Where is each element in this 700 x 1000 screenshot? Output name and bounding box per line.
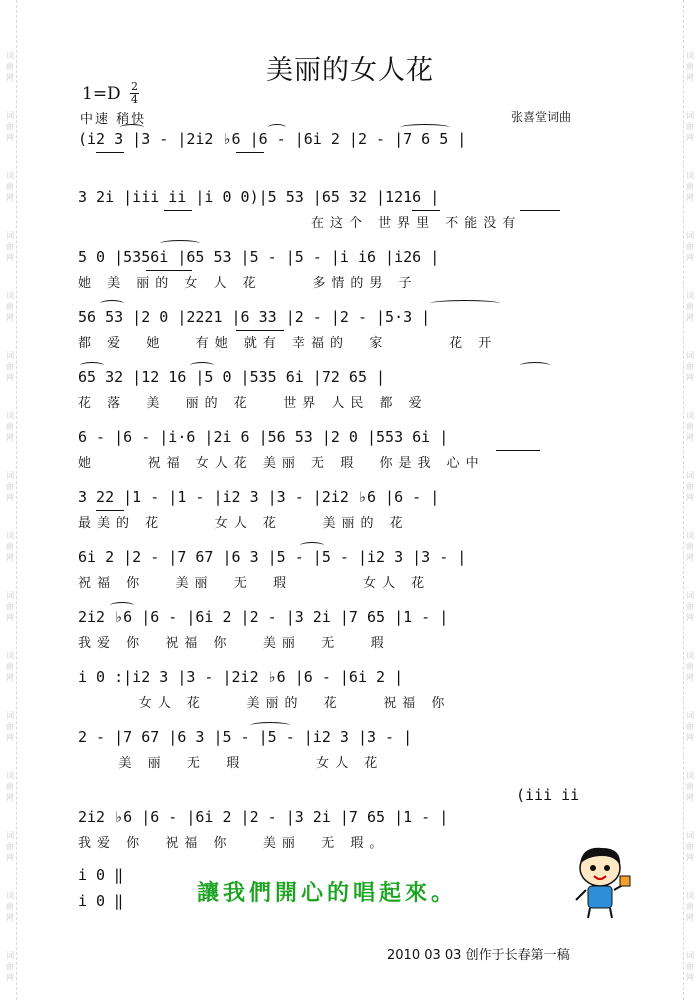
system-6 <box>78 426 608 470</box>
cartoon-child-illustration <box>572 842 632 922</box>
notation-text: 3 22 |1 - |1 - |i2 3 |3 - |2i2 ♭6 |6 - | <box>78 488 440 506</box>
slur-mark <box>300 542 324 549</box>
slur-mark <box>520 362 550 369</box>
watermark-text: 词 曲 网 <box>686 351 694 382</box>
creation-credit: 2010 03 03 创作于长春第一稿 <box>387 948 570 963</box>
beam-underline <box>496 450 540 451</box>
slur-mark <box>268 124 286 131</box>
system-2 <box>78 186 608 230</box>
notation-row <box>78 366 608 388</box>
notation-text: 56 53 |2 0 |2221 |6 33 |2 - |2 - |5·3 | <box>78 308 431 326</box>
system-8 <box>78 546 608 590</box>
beam-underline <box>520 210 560 211</box>
notation-row <box>516 784 608 806</box>
notation-text: 65 32 |12 16 |5 0 |535 6i |72 65 | <box>78 368 386 386</box>
system-4 <box>78 306 608 350</box>
notation-row <box>78 426 608 448</box>
lyrics-row: 我爱 你 祝福 你 美丽 无 瑕 <box>78 636 390 651</box>
notation-row <box>78 128 608 150</box>
system-5 <box>78 366 608 410</box>
slur-mark <box>430 300 500 307</box>
watermark-text: 词 曲 网 <box>686 711 694 742</box>
notation-row <box>78 486 608 508</box>
lyrics-row: 她 祝福 女人花 美丽 无 瑕 你是我 心中 <box>78 456 485 471</box>
slogan-banner: 讓我們開心的唱起來。 <box>197 881 458 906</box>
watermark-text: 词 曲 网 <box>686 411 694 442</box>
watermark-text: 词 曲 网 <box>6 231 14 262</box>
slur-mark <box>190 362 214 369</box>
system-7 <box>78 486 608 530</box>
watermark-text: 词 曲 网 <box>686 591 694 622</box>
notation-text: 3 2i |iii ii |i 0 0)|5 53 |65 32 |1216 | <box>78 188 440 206</box>
notation-row <box>78 666 608 688</box>
lyrics-row: 美 丽 无 瑕 女人 花 <box>78 756 384 771</box>
watermark-text: 词 曲 网 <box>6 531 14 562</box>
system-11 <box>78 726 608 770</box>
beam-underline <box>96 510 124 511</box>
time-signature <box>130 82 139 105</box>
watermark-text: 词 曲 网 <box>6 411 14 442</box>
song-title: 美丽的女人花 <box>266 55 434 86</box>
lyrics-row <box>78 154 608 172</box>
notation-text: 2i2 ♭6 |6 - |6i 2 |2 - |3 2i |7 65 |1 - | <box>78 608 449 626</box>
watermark-text: 词 曲 网 <box>6 771 14 802</box>
slur-mark <box>160 240 200 247</box>
notation-text: 2 - |7 67 |6 3 |5 - |5 - |i2 3 |3 - | <box>78 728 413 746</box>
system-10 <box>78 666 608 710</box>
notation-row <box>78 606 608 628</box>
system-1 <box>78 128 608 172</box>
author-credit: 张喜堂词曲 <box>511 110 572 124</box>
watermark-text: 词 曲 网 <box>686 291 694 322</box>
notation-text: 2i2 ♭6 |6 - |6i 2 |2 - |3 2i |7 65 |1 - | <box>78 808 449 826</box>
beam-underline <box>146 270 192 271</box>
watermark-text: 词 曲 网 <box>6 471 14 502</box>
lyrics-row: 最美的 花 女人 花 美丽的 花 <box>78 516 409 531</box>
watermark-text: 词 曲 网 <box>6 51 14 82</box>
notation-text: i 0 :|i2 3 |3 - |2i2 ♭6 |6 - |6i 2 | <box>78 668 404 686</box>
lyrics-row: 在这个 世界里 不能没有 <box>78 216 522 231</box>
watermark-text: 词 曲 网 <box>686 951 694 982</box>
watermark-text: 词 曲 网 <box>686 891 694 922</box>
watermark-text: 词 曲 网 <box>6 831 14 862</box>
notation-row <box>78 806 608 828</box>
slur-mark <box>100 300 124 307</box>
watermark-text: 词 曲 网 <box>686 111 694 142</box>
notation-row <box>78 246 608 268</box>
beam-underline <box>412 210 440 211</box>
watermark-text: 词 曲 网 <box>686 51 694 82</box>
notation-text: 6i 2 |2 - |7 67 |6 3 |5 - |5 - |i2 3 |3 - | <box>78 548 467 566</box>
slur-mark <box>120 124 144 131</box>
watermark-text: 词 曲 网 <box>6 171 14 202</box>
time-signature-bottom: 4 <box>131 93 138 106</box>
notation-text: 6 - |6 - |i·6 |2i 6 |56 53 |2 0 |553 6i | <box>78 428 449 446</box>
watermark-text: 词 曲 网 <box>6 291 14 322</box>
watermark-text: 词 曲 网 <box>6 711 14 742</box>
slur-mark <box>250 722 290 729</box>
watermark-text: 词 曲 网 <box>6 651 14 682</box>
watermark-text: 词 曲 网 <box>686 831 694 862</box>
notation-row <box>78 186 608 208</box>
notation-text: (iii ii <box>516 786 580 804</box>
watermark-text: 词 曲 网 <box>6 891 14 922</box>
lyrics-row: 我爱 你 祝福 你 美丽 无 瑕。 <box>78 836 389 851</box>
system-12 <box>78 806 608 850</box>
slur-mark <box>400 124 450 131</box>
key-signature: 1=D <box>82 84 121 104</box>
lyrics-row: 她 美 丽的 女 人 花 多情的男 子 <box>78 276 418 291</box>
notation-row <box>78 306 608 328</box>
time-signature-top: 2 <box>131 80 138 93</box>
lyrics-row: 女人 花 美丽的 花 祝福 你 <box>78 696 451 711</box>
notation-text: 5 0 |5356i |65 53 |5 - |5 - |i i6 |i26 | <box>78 248 440 266</box>
slur-mark <box>110 602 134 609</box>
watermark-text: 词 曲 网 <box>686 231 694 262</box>
beam-underline <box>236 152 264 153</box>
repeat-alt-line <box>78 784 608 806</box>
beam-underline <box>164 210 192 211</box>
watermark-text: 词 曲 网 <box>686 771 694 802</box>
system-3 <box>78 246 608 290</box>
watermark-text: 词 曲 网 <box>686 531 694 562</box>
watermark-text: 词 曲 网 <box>6 591 14 622</box>
watermark-text: 词 曲 网 <box>6 111 14 142</box>
notation-row <box>78 726 608 748</box>
system-9 <box>78 606 608 650</box>
lyrics-row: 祝福 你 美丽 无 瑕 女人 花 <box>78 576 431 591</box>
beam-underline <box>96 152 124 153</box>
notation-text: i 0 ‖ <box>78 866 124 884</box>
notation-text: (i2 3 |3 - |2i2 ♭6 |6 - |6i 2 |2 - |7 6 5 | <box>78 130 467 148</box>
tempo-marking: 中速 稍快 <box>80 112 147 127</box>
watermark-text: 词 曲 网 <box>6 951 14 982</box>
lyrics-row: 花 落 美 丽的 花 世界 人民 都 爱 <box>78 396 428 411</box>
notation-text: i 0 ‖ <box>78 892 124 910</box>
watermark-text: 词 曲 网 <box>686 651 694 682</box>
notation-row <box>78 546 608 568</box>
beam-underline <box>236 330 284 331</box>
watermark-text: 词 曲 网 <box>686 171 694 202</box>
watermark-text: 词 曲 网 <box>6 351 14 382</box>
slur-mark <box>80 362 104 369</box>
watermark-text: 词 曲 网 <box>686 471 694 502</box>
lyrics-row: 都 爱 她 有她 就有 幸福的 家 花 开 <box>78 336 498 351</box>
